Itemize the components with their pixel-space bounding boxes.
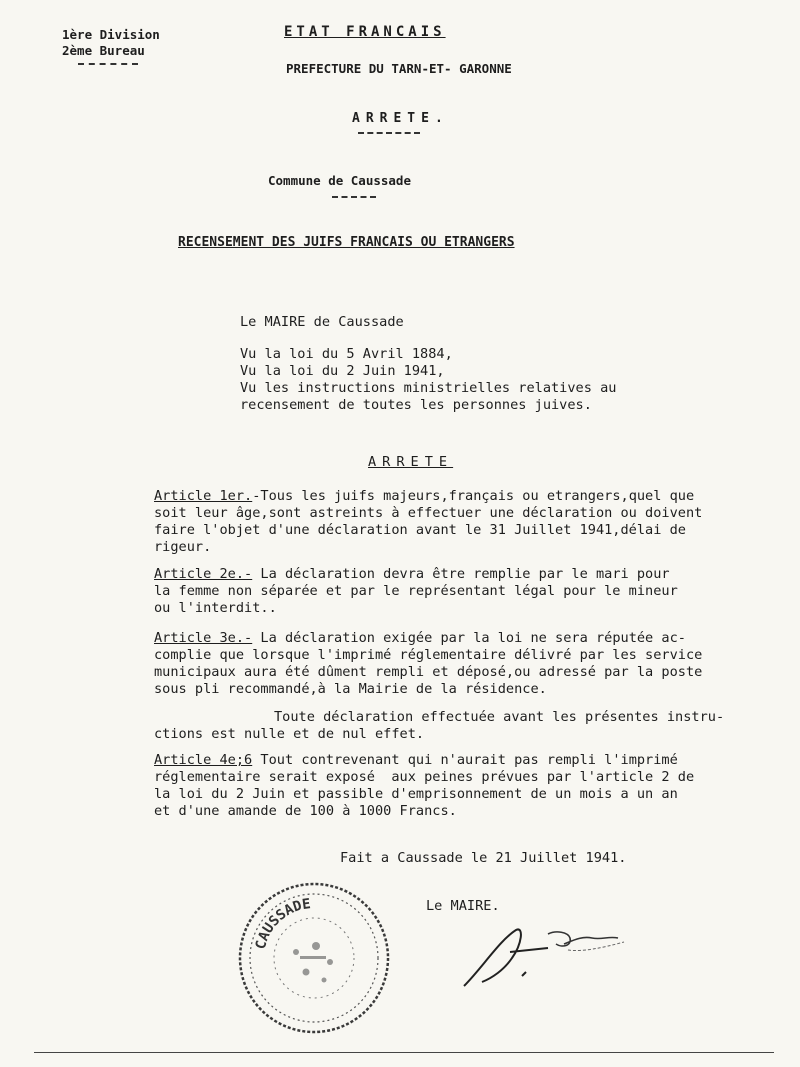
arrete-divider (358, 132, 420, 134)
article-label: Article 4e;6 (154, 752, 253, 768)
article-1 (154, 488, 694, 505)
vu-line: Vu la loi du 5 Avril 1884, (240, 346, 453, 362)
commune-label: Commune de Caussade (268, 173, 411, 188)
article-text: soit leur âge,sont astreints à effectuer une déclaration ou doivent (154, 505, 703, 521)
signatory: Le MAIRE. (426, 898, 500, 914)
division-label: 1ère Division (62, 27, 160, 42)
article-label: Article 3e.- (154, 630, 253, 646)
commune-divider (332, 196, 376, 198)
article-text: la loi du 2 Juin et passible d'emprisonnement de un mois a un an (154, 786, 678, 802)
article-text: complie que lorsque l'imprimé réglementaire délivré par les service (154, 647, 703, 663)
arrete-title: ARRETE. (352, 111, 449, 126)
subject-heading: RECENSEMENT DES JUIFS FRANCAIS OU ETRANGERS (178, 235, 515, 250)
notice-line: ctions est nulle et de nul effet. (154, 726, 425, 742)
vu-line: Vu les instructions ministrielles relatives au (240, 380, 617, 396)
article-4 (154, 752, 678, 769)
official-stamp (234, 878, 394, 1038)
state-heading: ETAT FRANCAIS (284, 24, 446, 40)
prefecture-heading: PREFECTURE DU TARN-ET- GARONNE (286, 61, 512, 76)
article-2 (154, 566, 670, 583)
signature (452, 908, 632, 998)
article-text: et d'une amande de 100 à 1000 Francs. (154, 803, 457, 819)
notice-line: Toute déclaration effectuée avant les présentes instru- (274, 709, 725, 725)
division-divider (78, 63, 138, 65)
arrete-heading: ARRETE (368, 454, 454, 470)
vu-line: recensement de toutes les personnes juives. (240, 397, 592, 413)
article-text: La déclaration devra être remplie par le mari pour (252, 566, 670, 582)
article-label: Article 1er. (154, 488, 253, 504)
article-3 (154, 630, 686, 647)
article-text: ou l'interdit.. (154, 600, 277, 616)
mayor-line: Le MAIRE de Caussade (240, 314, 404, 330)
article-text: rigeur. (154, 539, 212, 555)
article-text: La déclaration exigée par la loi ne sera réputée ac- (252, 630, 686, 646)
place-date: Fait a Caussade le 21 Juillet 1941. (340, 850, 627, 866)
article-text: -Tous les juifs majeurs,français ou etrangers,quel que (252, 488, 695, 504)
article-text: réglementaire serait exposé aux peines prévues par l'article 2 de (154, 769, 695, 785)
article-label: Article 2e.- (154, 566, 253, 582)
stamp-text: CAUSSADE (252, 896, 312, 951)
article-text: sous pli recommandé,à la Mairie de la résidence. (154, 681, 547, 697)
article-text: Tout contrevenant qui n'aurait pas rempli l'imprimé (252, 752, 678, 768)
article-text: la femme non séparée et par le représentant légal pour le mineur (154, 583, 678, 599)
vu-line: Vu la loi du 2 Juin 1941, (240, 363, 445, 379)
article-text: faire l'objet d'une déclaration avant le 31 Juillet 1941,délai de (154, 522, 686, 538)
scan-bottom-line (34, 1052, 774, 1053)
article-text: municipaux aura été dûment rempli et déposé,ou adressé par la poste (154, 664, 703, 680)
bureau-label: 2ème Bureau (62, 43, 145, 58)
